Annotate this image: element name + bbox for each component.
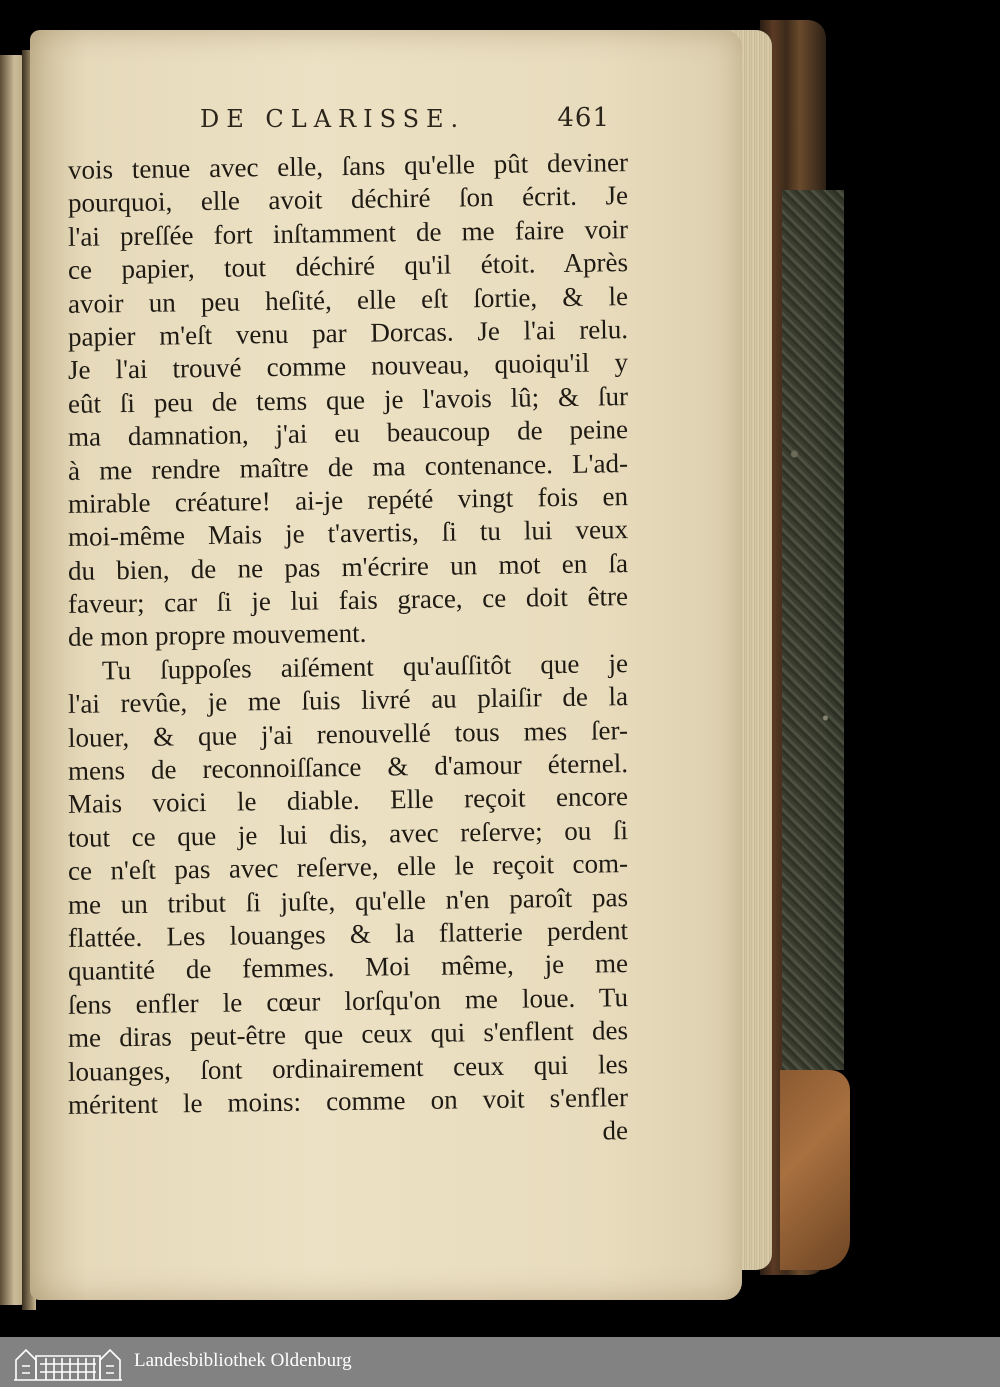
text-line: moi-même Mais je t'avertis, ſi tu lui veux xyxy=(67,514,629,553)
text-line: mens de reconnoiſſance & d'amour éternel. xyxy=(67,748,629,786)
text-line: pourquoi, elle avoit déchiré ſon écrit. Je xyxy=(67,180,629,219)
text-line: méritent le moins: comme on voit s'enfler xyxy=(67,1082,629,1120)
text-line: Je l'ai trouvé comme nouveau, quoiqu'il y xyxy=(67,347,629,386)
library-building-logo-icon xyxy=(12,1342,124,1382)
text-line: me un tribut ſi juſte, qu'elle n'en paroît pas xyxy=(67,881,629,920)
text-line: papier m'eſt venu par Dorcas. Je l'ai relu. xyxy=(67,314,629,352)
text-line: tout ce que je lui dis, avec reſerve; ou ſi xyxy=(67,814,629,853)
leather-corner xyxy=(780,1070,850,1270)
text-line: ce papier, tout déchiré qu'il étoit. Après xyxy=(67,247,629,286)
text-line: flattée. Les louanges & la flatterie perdent xyxy=(67,915,629,953)
text-line: ma damnation, j'ai eu beaucoup de peine xyxy=(67,414,629,453)
body-text xyxy=(67,147,629,1152)
text-line: faveur; car ſi je lui fais grace, ce doit être xyxy=(67,581,629,619)
text-line: me diras peut-être que ceux qui s'enflent des xyxy=(67,1015,629,1054)
page-header xyxy=(200,105,610,145)
marbled-cover xyxy=(782,190,844,1070)
text-line: l'ai revûe, je me ſuis livré au plaiſir de la xyxy=(67,681,629,720)
running-title: DE CLARISSE. xyxy=(200,105,466,133)
text-line: l'ai preſſée fort inſtamment de me faire voir xyxy=(67,213,629,252)
text-line: avoir un peu heſité, elle eſt ſortie, & le xyxy=(67,280,629,319)
text-line: ſens enfler le cœur lorſqu'on me loue. Tu xyxy=(67,981,629,1020)
text-line: de mon propre mouvement. xyxy=(67,618,367,653)
text-line: Mais voici le diable. Elle reçoit encore xyxy=(67,781,629,820)
page-number: 461 xyxy=(557,103,610,133)
text-line: eût ſi peu de tems que je l'avois lû; & ſur xyxy=(67,380,629,419)
library-footer xyxy=(0,1337,1000,1387)
text-line: mirable créature! ai-je repété vingt fois en xyxy=(67,480,629,519)
text-line: louanges, ſont ordinairement ceux qui les xyxy=(67,1048,629,1087)
text-line: du bien, de ne pas m'écrire un mot en ſa xyxy=(67,547,629,586)
text-line: quantité de femmes. Moi même, je me xyxy=(67,948,629,987)
text-line: louer, & que j'ai renouvellé tous mes ſer- xyxy=(67,714,629,753)
text-line: ce n'eſt pas avec reſerve, elle le reçoit com- xyxy=(67,848,629,887)
text-line: vois tenue avec elle, ſans qu'elle pût deviner xyxy=(67,147,629,185)
text-line: Tu ſuppoſes aiſément qu'auſſitôt que je xyxy=(101,647,629,686)
library-name: Landesbibliothek Oldenburg xyxy=(134,1350,352,1371)
text-line: à me rendre maître de ma contenance. L'ad- xyxy=(67,447,629,486)
catchword: de xyxy=(602,1115,629,1146)
